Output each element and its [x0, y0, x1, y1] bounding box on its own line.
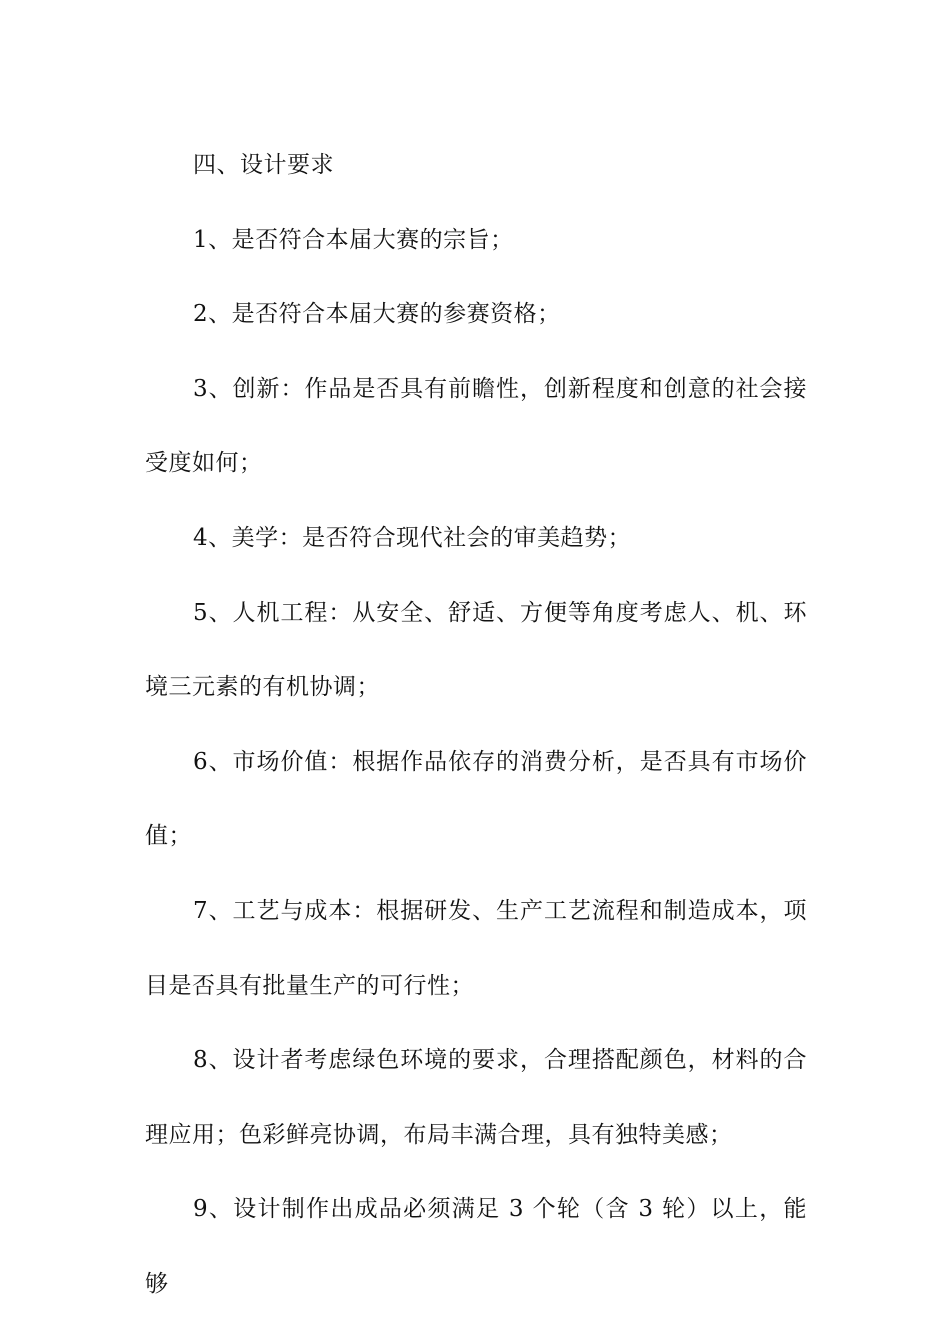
- requirement-item-6: 6、市场价值：根据作品依存的消费分析，是否具有市场价值；: [145, 748, 807, 850]
- requirement-item-5: 5、人机工程：从安全、舒适、方便等角度考虑人、机、环境三元素的有机协调；: [145, 599, 807, 701]
- requirement-item-1: 1、是否符合本届大赛的宗旨；: [193, 226, 514, 253]
- section-heading: 四、设计要求: [193, 152, 334, 178]
- requirement-item-4: 4、美学：是否符合现代社会的审美趋势；: [193, 524, 632, 551]
- requirement-item-9: 9、设计制作出成品必须满足 3 个轮（含 3 轮）以上，能够: [145, 1196, 807, 1297]
- document-body: [145, 128, 807, 1322]
- requirement-item-8: 8、设计者考虑绿色环境的要求，合理搭配颜色，材料的合理应用；色彩鲜亮协调，布局丰满合理，具有独特美感；: [145, 1047, 807, 1148]
- requirement-item-3: 3、创新：作品是否具有前瞻性，创新程度和创意的社会接受度如何；: [145, 375, 807, 477]
- requirement-item-2: 2、是否符合本届大赛的参赛资格；: [193, 301, 561, 328]
- requirement-item-7: 7、工艺与成本：根据研发、生产工艺流程和制造成本，项目是否具有批量生产的可行性；: [145, 897, 807, 999]
